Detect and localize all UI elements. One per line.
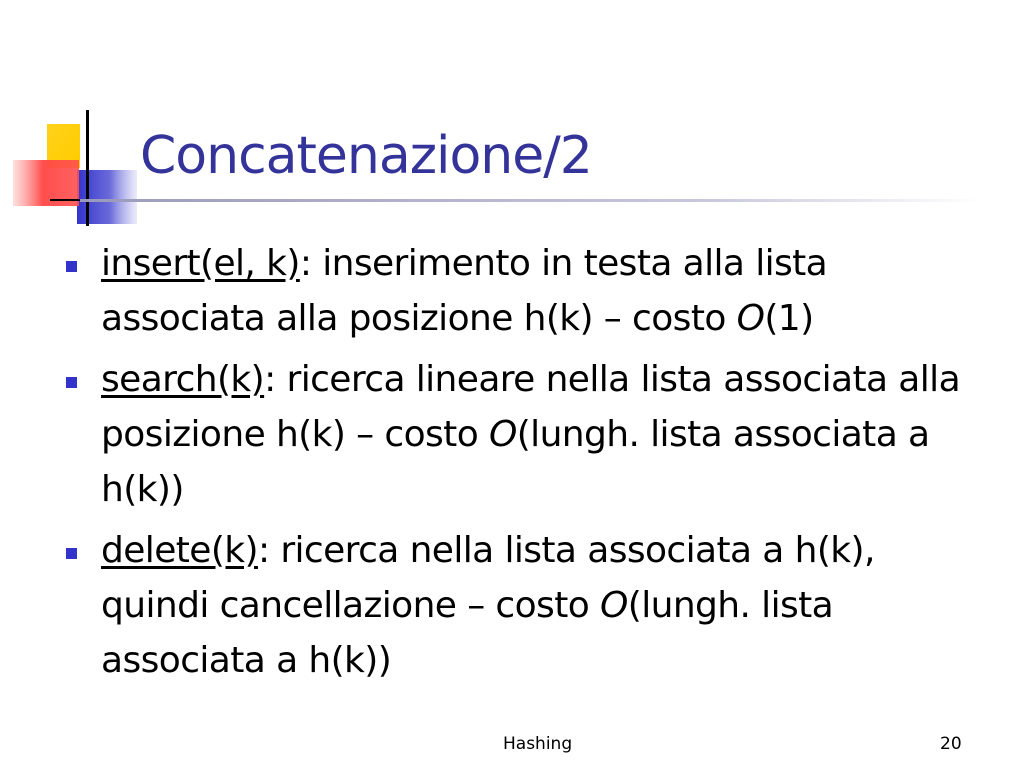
operation-name: search(k) [101,359,265,400]
bullet-item-insert [60,236,990,346]
operation-name: insert(el, k) [101,243,300,284]
complexity-value: (1) [764,298,814,339]
bullet-item-search [60,352,990,517]
operation-description: : ricerca lineare nella lista associata alla posizione h(k) – costo [101,359,961,455]
complexity-value: (lungh. lista associata a h(k)) [101,585,834,681]
title-rule [80,199,980,202]
page-number: 20 [940,734,962,754]
operation-description: : inserimento in testa alla lista associata alla posizione h(k) – costo [101,243,828,339]
big-o-symbol: O [488,414,517,455]
slide-title: Concatenazione/2 [140,126,592,186]
operation-name: delete(k) [101,530,258,571]
bullet-list [60,236,990,694]
bullet-item-delete [60,523,990,688]
square-bullet-icon [66,548,77,559]
slide-decoration-logo [0,0,1024,240]
big-o-symbol: O [736,298,765,339]
logo-vertical-line [86,110,89,226]
big-o-symbol: O [600,585,628,626]
operation-description: : ricerca nella lista associata a h(k), quindi cancellazione – costo [101,530,875,626]
square-bullet-icon [66,261,77,272]
complexity-value: (lungh. lista associata a h(k)) [101,414,930,510]
footer-label: Hashing [503,734,573,754]
square-bullet-icon [66,377,77,388]
